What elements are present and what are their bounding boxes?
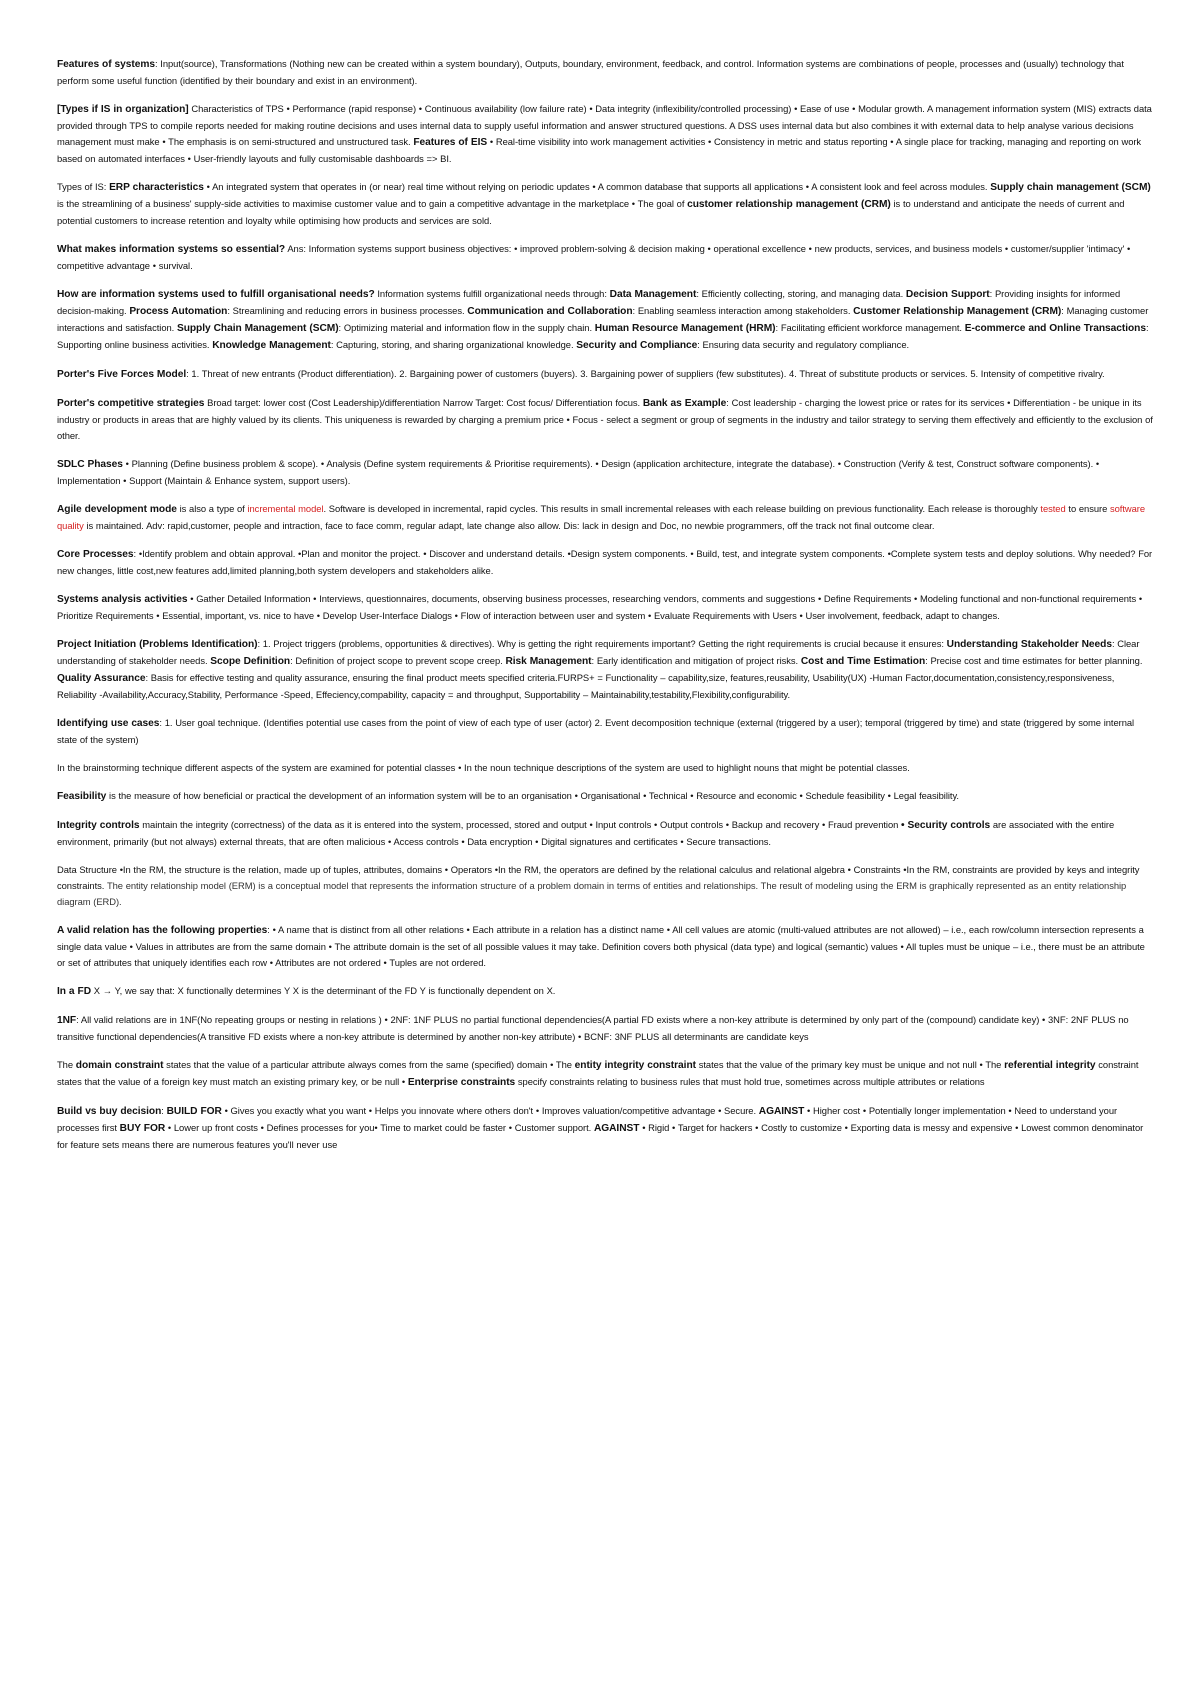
text-run: : •Identify problem and obtain approval. •Plan and monitor the project. • Discover and understand details. •Design system components. • Build, test, and integrate system components. •Complete system tests and deploy solutions. Why needed? For new changes, little cost,new features add,limited planning,both system developers and stakeholders alike. [57,548,1153,576]
heading-run: Enterprise constraints [407,1077,516,1088]
text-run: • Planning (Define business problem & scope). • Analysis (Define system requirements & Prioritise requirements). • Design (application architecture, integrate the database). • Construction (Verify & test, Construct software components). • Implementation • Support (Maintain & Enhance system, support users). [57,458,1100,486]
text-run: is the streamlining of a business' supply-side activities to maximise customer value and to gain a competitive advantage in the marketplace • The goal of [57,198,688,209]
text-run: : Basis for effective testing and quality assurance, ensuring the final product meets specified criteria.FURPS+ = Functionality – capability,size, features,reusability, Usability(UX) -Human Factor,documentation,consistency,responsiveness, Reliability -Availability,Accuracy,Stability, Performance -Speed, Effeciency,compability, capacity = and throughput, Supportability – Maintainability,testability,Flexibility,configurability. [57,672,1115,700]
paragraph-feasibility [57,788,1153,805]
text-run: : Streamlining and reducing errors in business processes. [227,305,468,316]
text-run: : Enabling seamless interaction among stakeholders. [632,305,854,316]
text-run: : 1. Project triggers (problems, opportunities & directives). Why is getting the right requirements important? Getting the right requirements is crucial because it ensures: [257,638,947,649]
heading-run: Knowledge Management [212,340,331,351]
paragraph-fd [57,983,1153,1000]
text-run: In the brainstorming technique different aspects of the system are examined for potential classes • In the noun technique descriptions of the system are used to highlight nouns that might be potential classes. [57,762,910,773]
text-run: : Early identification and mitigation of project risks. [591,655,801,666]
heading-run: referential integrity [1004,1060,1096,1071]
paragraph-core [57,546,1153,579]
heading-run: Supply chain management (SCM) [990,182,1151,193]
text-run: • An integrated system that operates in (or near) real time without relying on periodic updates • A common database that supports all applications • A consistent look and feel across modules. [203,181,991,192]
heading-run: Decision Support [905,289,990,300]
text-run: Information systems fulfill organizational needs through: [374,288,610,299]
text-run: states that the value of a particular attribute always comes from the same (specified) domain • The [163,1059,575,1070]
text-run: : Supporting online business activities. [57,322,1149,350]
heading-run: Understanding Stakeholder Needs [946,639,1112,650]
text-run: : Capturing, storing, and sharing organizational knowledge. [330,339,577,350]
heading-run: Build vs buy decision [57,1106,162,1117]
paragraph-five-forces [57,366,1153,383]
heading-run: [Types if IS in organization] [57,104,189,115]
paragraph-valid-relation [57,922,1153,971]
text-run: is also a type of [176,503,248,514]
text-run: : 1. User goal technique. (Identifies potential use cases from the point of view of each type of user (actor) 2. Event decomposition technique (external (triggered by a user); temporal (triggered by time) and state (triggered by some internal state of the system) [57,717,1135,745]
heading-run: Data Management [609,289,697,300]
text-run: software quality [57,503,1146,531]
text-run: • Lower up front costs • Defines processes for you• Time to market could be faster • Customer support. [165,1122,594,1133]
text-run: : Cost leadership - charging the lowest price or rates for its services • Differentiation - be unique in its industry or products in areas that are highly valued by its clients. This uniqueness is rewarded by charging a premium price • Focus - select a segment or group of segments in the industry and tailor strategy to serving them effectively and efficiently to the exclusion of other. [57,397,1153,441]
heading-run: Systems analysis activities [57,594,188,605]
text-run: . Software is developed in incremental, rapid cycles. This results in small incremental releases with each release building on previous functionality. Each release is thoroughly [323,503,1041,514]
text-run: specify constraints relating to business rules that must hold true, sometimes across multiple attributes or relations [515,1076,985,1087]
paragraph-sdlc [57,456,1153,489]
paragraph-strategies [57,395,1153,444]
heading-run: ERP characteristics [109,182,204,193]
paragraph-nf [57,1012,1153,1045]
heading-run: • Security controls [901,820,991,831]
text-run: are associated with the entire environment, primarily (but not always) external threats, that are often malicious • Access controls • Data encryption • Digital signatures and certificates • Secure transactions. [57,819,1115,847]
text-run: : Precise cost and time estimates for better planning. [925,655,1143,666]
paragraph-constraints [57,1057,1153,1091]
heading-run: Porter's competitive strategies [57,398,205,409]
text-run: tested [1040,503,1066,514]
text-run: : Optimizing material and information flow in the supply chain. [338,322,595,333]
text-run: Data Structure •In the RM, the structure is the relation, made up of tuples, attributes, domains • Operators •In the RM, the operators are defined by the relational calculus and relational algebra • Constraints •In the RM, constraints are provided by keys and integrity constraints. [57,864,1140,891]
heading-run: AGAINST [758,1106,805,1117]
text-run: to ensure [1065,503,1110,514]
text-run: Types of IS: [57,181,110,192]
paragraph-agile [57,501,1153,534]
paragraph-controls [57,817,1153,850]
heading-run: Process Automation [129,306,228,317]
paragraph-types-is [57,101,1153,167]
heading-run: Feasibility [57,791,107,802]
heading-run: BUY FOR [119,1123,166,1134]
text-run: states that the value of the primary key must be unique and not null • The [695,1059,1005,1070]
text-run: : Input(source), Transformations (Nothing new can be created within a system boundary), Outputs, boundary, environment, feedback, and control. Information systems are combinations of people, processes and (usually) technology that perform some useful function (identified by their boundary and exist in an environment). [57,58,1124,86]
heading-run: Core Processes [57,549,134,560]
text-run: maintain the integrity (correctness) of the data as it is entered into the system, processed, stored and output • Input controls • Output controls • Backup and recovery • Fraud prevention [139,819,902,830]
text-run: : Clear understanding of stakeholder needs. [57,638,1140,666]
heading-run: SDLC Phases [57,459,123,470]
text-run: The entity relationship model (ERM) is a conceptual model that represents the information structure of a problem domain in terms of entities and relationships. The result of modeling using the ERM is graphically represented as an entity relationship diagram (ERD). [57,880,1127,907]
text-run: : Ensuring data security and regulatory compliance. [697,339,910,350]
text-run: : 1. Threat of new entrants (Product differentiation). 2. Bargaining power of customers (buyers). 3. Bargaining power of suppliers (few substitutes). 4. Threat of substitute products or services. 5. Intensity of competitive rivalry. [186,368,1105,379]
text-run: : Providing insights for informed decision-making. [57,288,1121,316]
heading-run: Bank as Example [642,398,727,409]
heading-run: Quality Assurance [57,673,146,684]
heading-run: Cost and Time Estimation [800,656,926,667]
text-run: is to understand and anticipate the needs of current and potential customers to increase retention and loyalty while optimising how products and services are sold. [57,198,1125,226]
heading-run: Security and Compliance [576,340,698,351]
paragraph-use-cases [57,715,1153,748]
heading-run: Human Resource Management (HRM) [594,323,776,334]
heading-run: E-commerce and Online Transactions [964,323,1146,334]
paragraph-build-buy [57,1103,1153,1153]
text-run: • Gives you exactly what you want • Helps you innovate where others don't • Improves valuation/competitive advantage • Secure. [221,1105,759,1116]
heading-run: Supply Chain Management (SCM) [176,323,339,334]
text-run: • Rigid • Target for hackers • Costly to customize • Exporting data is messy and expensive • Lowest common denominator for feature sets means there are numerous features you'll never use [57,1122,1144,1150]
text-run: constraint states that the value of a foreign key must match an existing primary key, or be null • [57,1059,1139,1087]
paragraph-data-structure [57,862,1153,910]
heading-run: Agile development mode [57,504,177,515]
text-run: : Definition of project scope to prevent scope creep. [290,655,506,666]
paragraph-erp [57,179,1153,229]
text-run: Ans: Information systems support business objectives: • improved problem-solving & decision making • operational excellence • new products, services, and business models • customer/supplier 'intimacy' • competitive advantage • survival. [57,243,1131,271]
text-run: : Efficiently collecting, storing, and managing data. [696,288,906,299]
paragraph-initiation [57,636,1153,703]
text-run: : All valid relations are in 1NF(No repeating groups or nesting in relations ) • 2NF: 1NF PLUS no partial functional dependencies(A partial FD exists where a non-key attribute is determined by only part of the (compound) candidate key) • 3NF: 2NF PLUS no transitive functional dependencies(A transitive FD exists where a non-key attribute is determined by another non-key attribute) • BCNF: 3NF PLUS all determinants are candidate keys [57,1014,1129,1042]
heading-run: Identifying use cases [57,718,160,729]
heading-run: AGAINST [593,1123,640,1134]
heading-run: Communication and Collaboration [467,306,633,317]
heading-run: customer relationship management (CRM) [687,199,891,210]
text-run: : [161,1105,167,1116]
heading-run: Porter's Five Forces Model [57,369,187,380]
text-run: : Facilitating efficient workforce management. [775,322,965,333]
heading-run: Features of systems [57,59,155,70]
text-run: : • A name that is distinct from all other relations • Each attribute in a relation has a distinct name • All cell values are atomic (multi-valued attributes are not allowed) – i.e., each row/column intersection represents a single data value • Values in attributes are from the same domain • The attribute domain is the set of all possible values it may take. Definition covers both physical (data type) and logical (semantic) values • All tuples must be unique – i.e., there must be an attribute or set of attributes that uniquely identifies each row • Attributes are not ordered • Tuples are not ordered. [57,924,1145,968]
heading-run: 1NF [57,1015,77,1026]
text-run: • Higher cost • Potentially longer implementation • Need to understand your processes first [57,1105,1118,1133]
text-run: Characteristics of TPS • Performance (rapid response) • Continuous availability (low failure rate) • Data integrity (inflexibility/controlled processing) • Ease of use • Modular growth. A management information system (MIS) extracts data provided through TPS to compile reports needed for making routine decisions and uses internal data to supply useful information and answer structured questions. A DSS uses internal data but also combines it with external data to help analyse various decisions management must make • The emphasis is on semi-structured and unstructured task. [57,103,1152,147]
heading-run: Project Initiation (Problems Identification) [57,639,258,650]
paragraph-features [57,56,1153,89]
heading-run: Features of EIS [413,137,488,148]
heading-run: Integrity controls [57,820,140,831]
heading-run: How are information systems used to fulfill organisational needs? [57,289,375,300]
cheat-sheet-document [57,56,1153,1165]
heading-run: Risk Management [505,656,592,667]
heading-run: domain constraint [75,1060,164,1071]
heading-run: Customer Relationship Management (CRM) [853,306,1062,317]
text-run: • Real-time visibility into work management activities • Consistency in metric and status reporting • A single place for tracking, managing and reporting on work based on automated interfaces • User-friendly layouts and fully customisable dashboards => BI. [57,136,1142,164]
text-run: The [57,1059,76,1070]
text-run: is the measure of how beneficial or practical the development of an information system will be to an organisation • Organisational • Technical • Resource and economic • Schedule feasibility • Legal feasibility. [106,790,959,801]
text-run: is maintained. Adv: rapid,customer, people and intraction, face to face comm, regular adapt, late change also allow. Dis: lack in design and Doc, no newbie programmers, off the track not final outcome clear. [83,520,935,531]
heading-run: entity integrity constraint [574,1060,696,1071]
text-run: : Managing customer interactions and satisfaction. [57,305,1149,333]
paragraph-essential [57,241,1153,274]
text-run: • Gather Detailed Information • Interviews, questionnaires, documents, observing business processes, researching vendors, comments and suggestions • Define Requirements • Modeling functional and non-functional requirements • Prioritize Requirements • Essential, important, vs. nice to have • Develop User-Interface Dialogs • Flow of interaction between user and system • Evaluate Requirements with Users • User involvement, feedback, adapt to changes. [57,593,1143,621]
paragraph-brainstorm [57,760,1153,776]
text-run: Broad target: lower cost (Cost Leadership)/differentiation Narrow Target: Cost focus/ Differentiation focus. [204,397,643,408]
heading-run: In a FD [57,986,92,997]
heading-run: BUILD FOR [166,1106,222,1117]
text-run: incremental model [247,503,324,514]
paragraph-needs [57,286,1153,354]
heading-run: A valid relation has the following properties [57,925,268,936]
heading-run: Scope Definition [210,656,291,667]
heading-run: What makes information systems so essential? [57,244,286,255]
paragraph-sys-analysis [57,591,1153,624]
text-run: X → Y, we say that: X functionally determines Y X is the determinant of the FD Y is functionally dependent on X. [91,985,556,996]
